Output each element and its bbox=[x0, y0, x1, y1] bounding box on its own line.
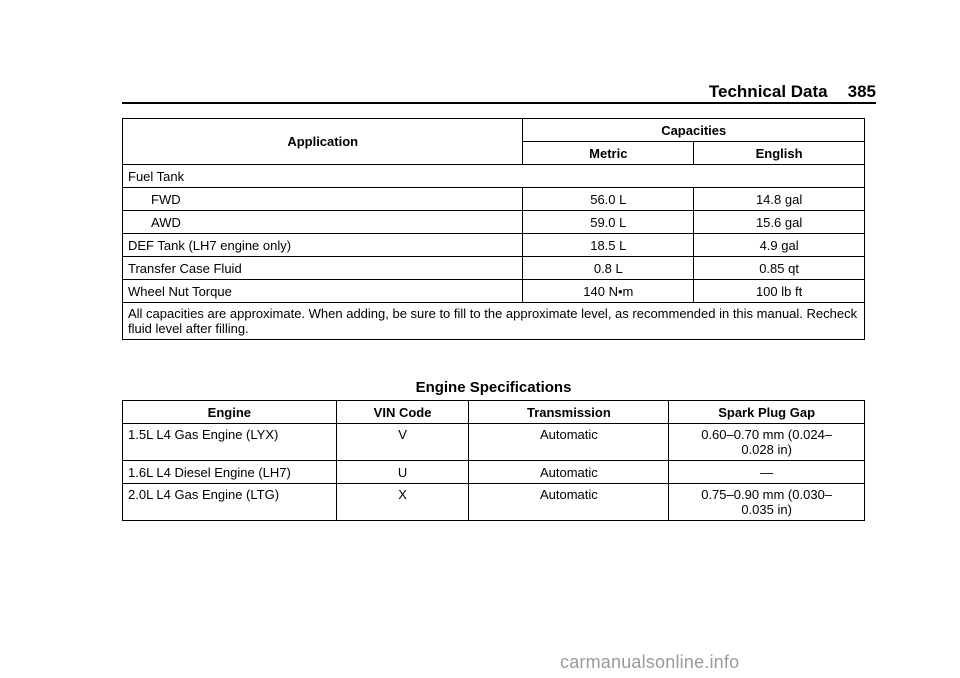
table-row bbox=[123, 234, 865, 257]
gap-cell: — bbox=[669, 461, 865, 484]
application-cell: FWD bbox=[123, 188, 523, 211]
vin-cell: V bbox=[336, 424, 469, 461]
header-rule bbox=[122, 102, 876, 104]
vin-header: VIN Code bbox=[336, 401, 469, 424]
table-row bbox=[123, 280, 865, 303]
engine-cell: 1.5L L4 Gas Engine (LYX) bbox=[123, 424, 337, 461]
english-cell: 100 lb ft bbox=[694, 280, 865, 303]
gap-cell bbox=[669, 424, 865, 461]
engine-specs-table bbox=[122, 400, 865, 521]
application-cell: DEF Tank (LH7 engine only) bbox=[123, 234, 523, 257]
transmission-cell: Automatic bbox=[469, 424, 669, 461]
gap-line-2: 0.028 in) bbox=[741, 442, 792, 457]
metric-cell: 18.5 L bbox=[523, 234, 694, 257]
english-header: English bbox=[694, 142, 865, 165]
gap-line-1: 0.60–0.70 mm (0.024– bbox=[701, 427, 833, 442]
capacities-header: Capacities bbox=[523, 119, 865, 142]
engine-cell: 2.0L L4 Gas Engine (LTG) bbox=[123, 484, 337, 521]
table-row bbox=[123, 188, 865, 211]
table-row bbox=[123, 165, 865, 188]
gap-line-1: 0.75–0.90 mm (0.030– bbox=[701, 487, 833, 502]
english-cell: 14.8 gal bbox=[694, 188, 865, 211]
gap-cell bbox=[669, 484, 865, 521]
application-header: Application bbox=[123, 119, 523, 165]
application-cell: Transfer Case Fluid bbox=[123, 257, 523, 280]
application-cell: AWD bbox=[123, 211, 523, 234]
transmission-cell: Automatic bbox=[469, 461, 669, 484]
page-title: Technical Data bbox=[708, 82, 828, 101]
table-row bbox=[123, 424, 865, 461]
engine-header: Engine bbox=[123, 401, 337, 424]
metric-cell: 140 N•m bbox=[523, 280, 694, 303]
table-header-row bbox=[123, 119, 865, 142]
metric-cell: 0.8 L bbox=[523, 257, 694, 280]
table-header-row bbox=[123, 401, 865, 424]
table-row bbox=[123, 211, 865, 234]
table-row bbox=[123, 257, 865, 280]
transmission-header: Transmission bbox=[469, 401, 669, 424]
capacities-note: All capacities are approximate. When adding, be sure to fill to the approximate level, as recommended in this manual. Recheck fluid level after filling. bbox=[123, 303, 865, 340]
english-cell: 0.85 qt bbox=[694, 257, 865, 280]
vin-cell: X bbox=[336, 484, 469, 521]
metric-cell: 56.0 L bbox=[523, 188, 694, 211]
watermark: carmanualsonline.info bbox=[560, 652, 740, 672]
engine-cell: 1.6L L4 Diesel Engine (LH7) bbox=[123, 461, 337, 484]
table-row bbox=[123, 461, 865, 484]
table-row bbox=[123, 484, 865, 521]
capacities-table bbox=[122, 118, 865, 340]
fuel-tank-label: Fuel Tank bbox=[123, 165, 865, 188]
gap-line-2: 0.035 in) bbox=[741, 502, 792, 517]
english-cell: 15.6 gal bbox=[694, 211, 865, 234]
metric-header: Metric bbox=[523, 142, 694, 165]
transmission-cell: Automatic bbox=[469, 484, 669, 521]
vin-cell: U bbox=[336, 461, 469, 484]
application-cell: Wheel Nut Torque bbox=[123, 280, 523, 303]
gap-header: Spark Plug Gap bbox=[669, 401, 865, 424]
english-cell: 4.9 gal bbox=[694, 234, 865, 257]
page-number: 385 bbox=[847, 82, 876, 101]
table-note-row bbox=[123, 303, 865, 340]
running-head bbox=[122, 82, 876, 104]
engine-specs-title: Engine Specifications bbox=[415, 379, 572, 396]
metric-cell: 59.0 L bbox=[523, 211, 694, 234]
